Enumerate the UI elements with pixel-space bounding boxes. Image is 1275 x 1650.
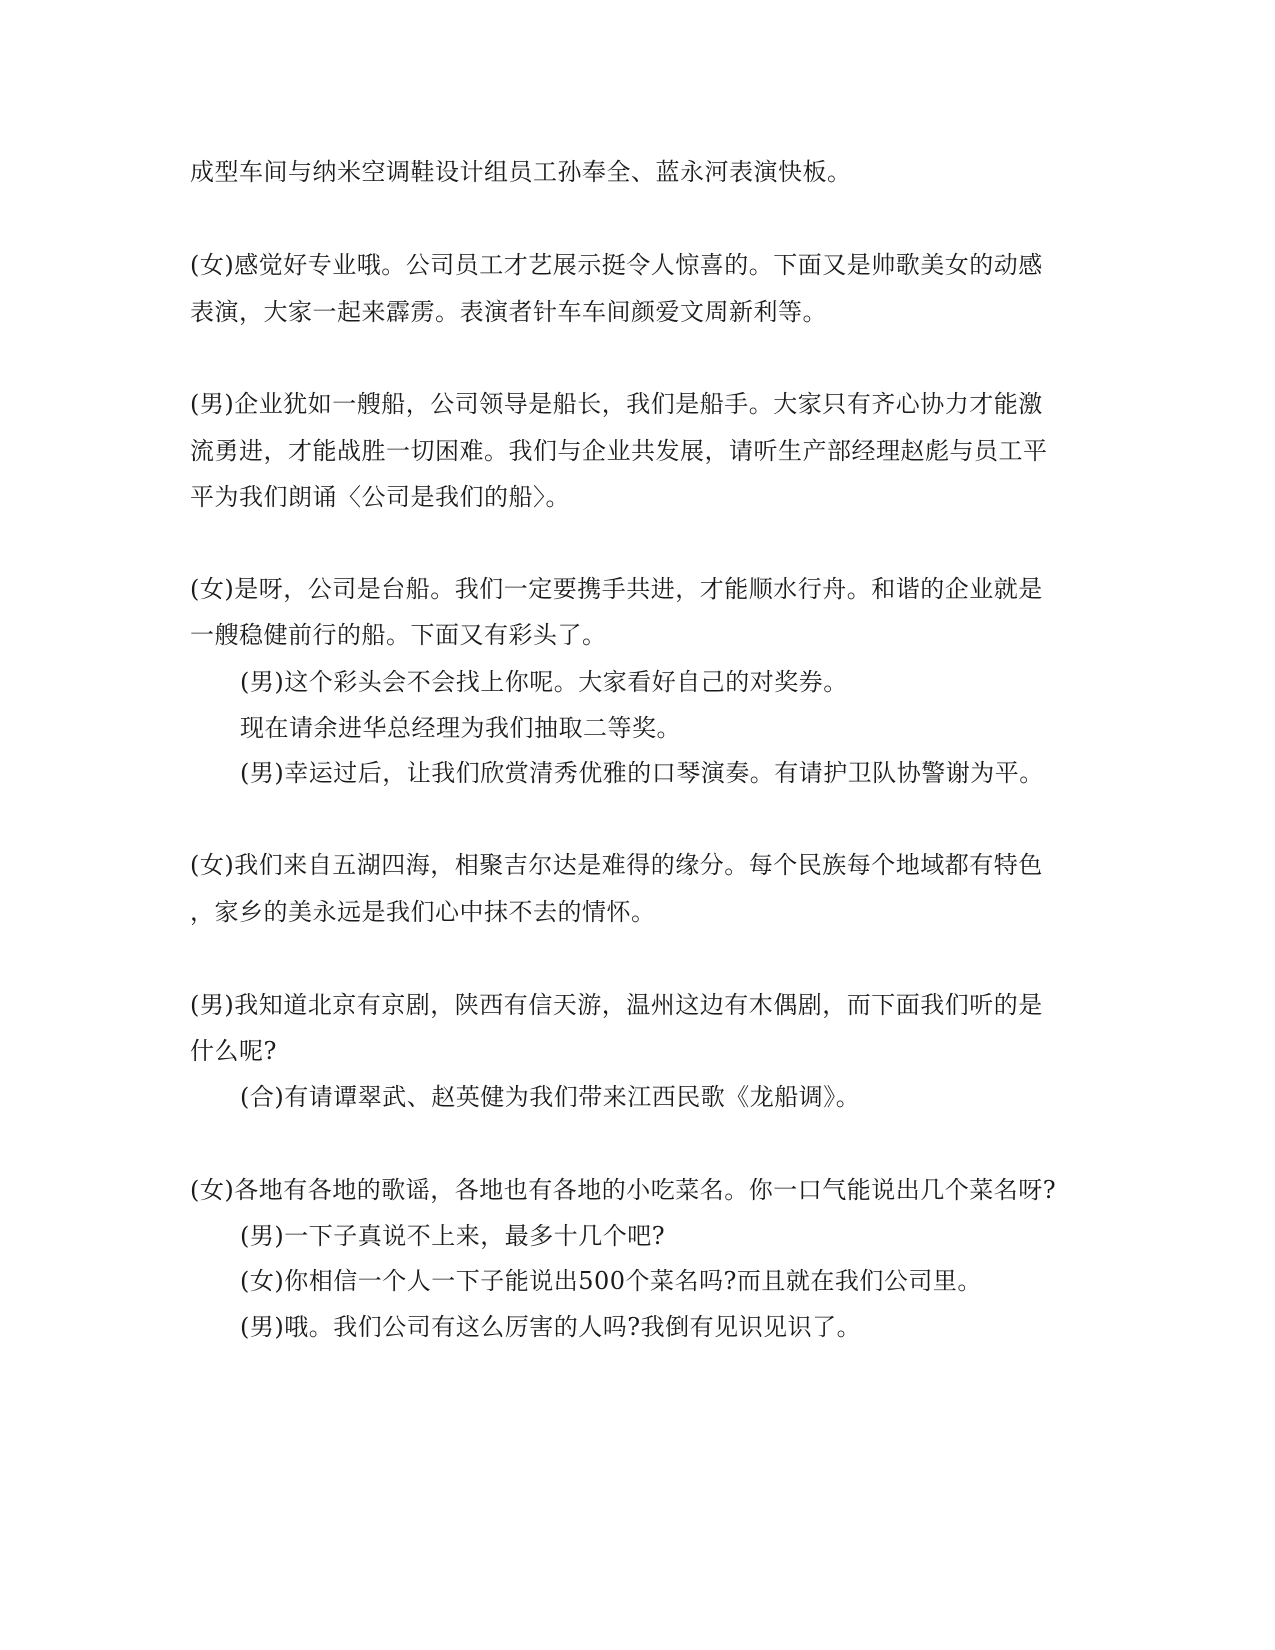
text-line: 成型车间与纳米空调鞋设计组员工孙奉全、蓝永河表演快板。 (190, 158, 852, 186)
text-line: (男)我知道北京有京剧，陕西有信天游，温州这边有木偶剧，而下面我们听的是 (190, 991, 1043, 1019)
text-line: 流勇进，才能战胜一切困难。我们与企业共发展，请听生产部经理赵彪与员工平 (190, 437, 1048, 465)
text-line: 表演，大家一起来霹雳。表演者针车车间颜爱文周新利等。 (190, 298, 827, 326)
text-line: 平为我们朗诵〈公司是我们的船〉。 (190, 483, 570, 511)
text-line: (合)有请谭翠武、赵英健为我们带来江西民歌《龙船调》。 (240, 1083, 861, 1111)
text-line: 现在请余进华总经理为我们抽取二等奖。 (240, 714, 681, 742)
text-line: (男)幸运过后，让我们欣赏清秀优雅的口琴演奏。有请护卫队协警谢为平。 (240, 759, 1044, 787)
text-line: (女)你相信一个人一下子能说出500个菜名吗?而且就在我们公司里。 (240, 1267, 982, 1295)
text-line: (女)各地有各地的歌谣，各地也有各地的小吃菜名。你一口气能说出几个菜名呀? (190, 1176, 1057, 1204)
text-line: ，家乡的美永远是我们心中抹不去的情怀。 (190, 898, 656, 926)
text-line: (男)哦。我们公司有这么厉害的人吗?我倒有见识见识了。 (240, 1313, 862, 1341)
text-line: (男)这个彩头会不会找上你呢。大家看好自己的对奖券。 (240, 668, 848, 696)
text-line: (男)一下子真说不上来，最多十几个吧? (240, 1222, 666, 1250)
text-line: 什么呢? (190, 1037, 277, 1065)
text-line: 一艘稳健前行的船。下面又有彩头了。 (190, 621, 607, 649)
text-line: (男)企业犹如一艘船，公司领导是船长，我们是船手。大家只有齐心协力才能激 (190, 390, 1043, 418)
text-line: (女)感觉好专业哦。公司员工才艺展示挺令人惊喜的。下面又是帅歌美女的动感 (190, 251, 1043, 279)
text-line: (女)是呀，公司是台船。我们一定要携手共进，才能顺水行舟。和谐的企业就是 (190, 575, 1043, 603)
text-line: (女)我们来自五湖四海，相聚吉尔达是难得的缘分。每个民族每个地域都有特色 (190, 851, 1043, 879)
